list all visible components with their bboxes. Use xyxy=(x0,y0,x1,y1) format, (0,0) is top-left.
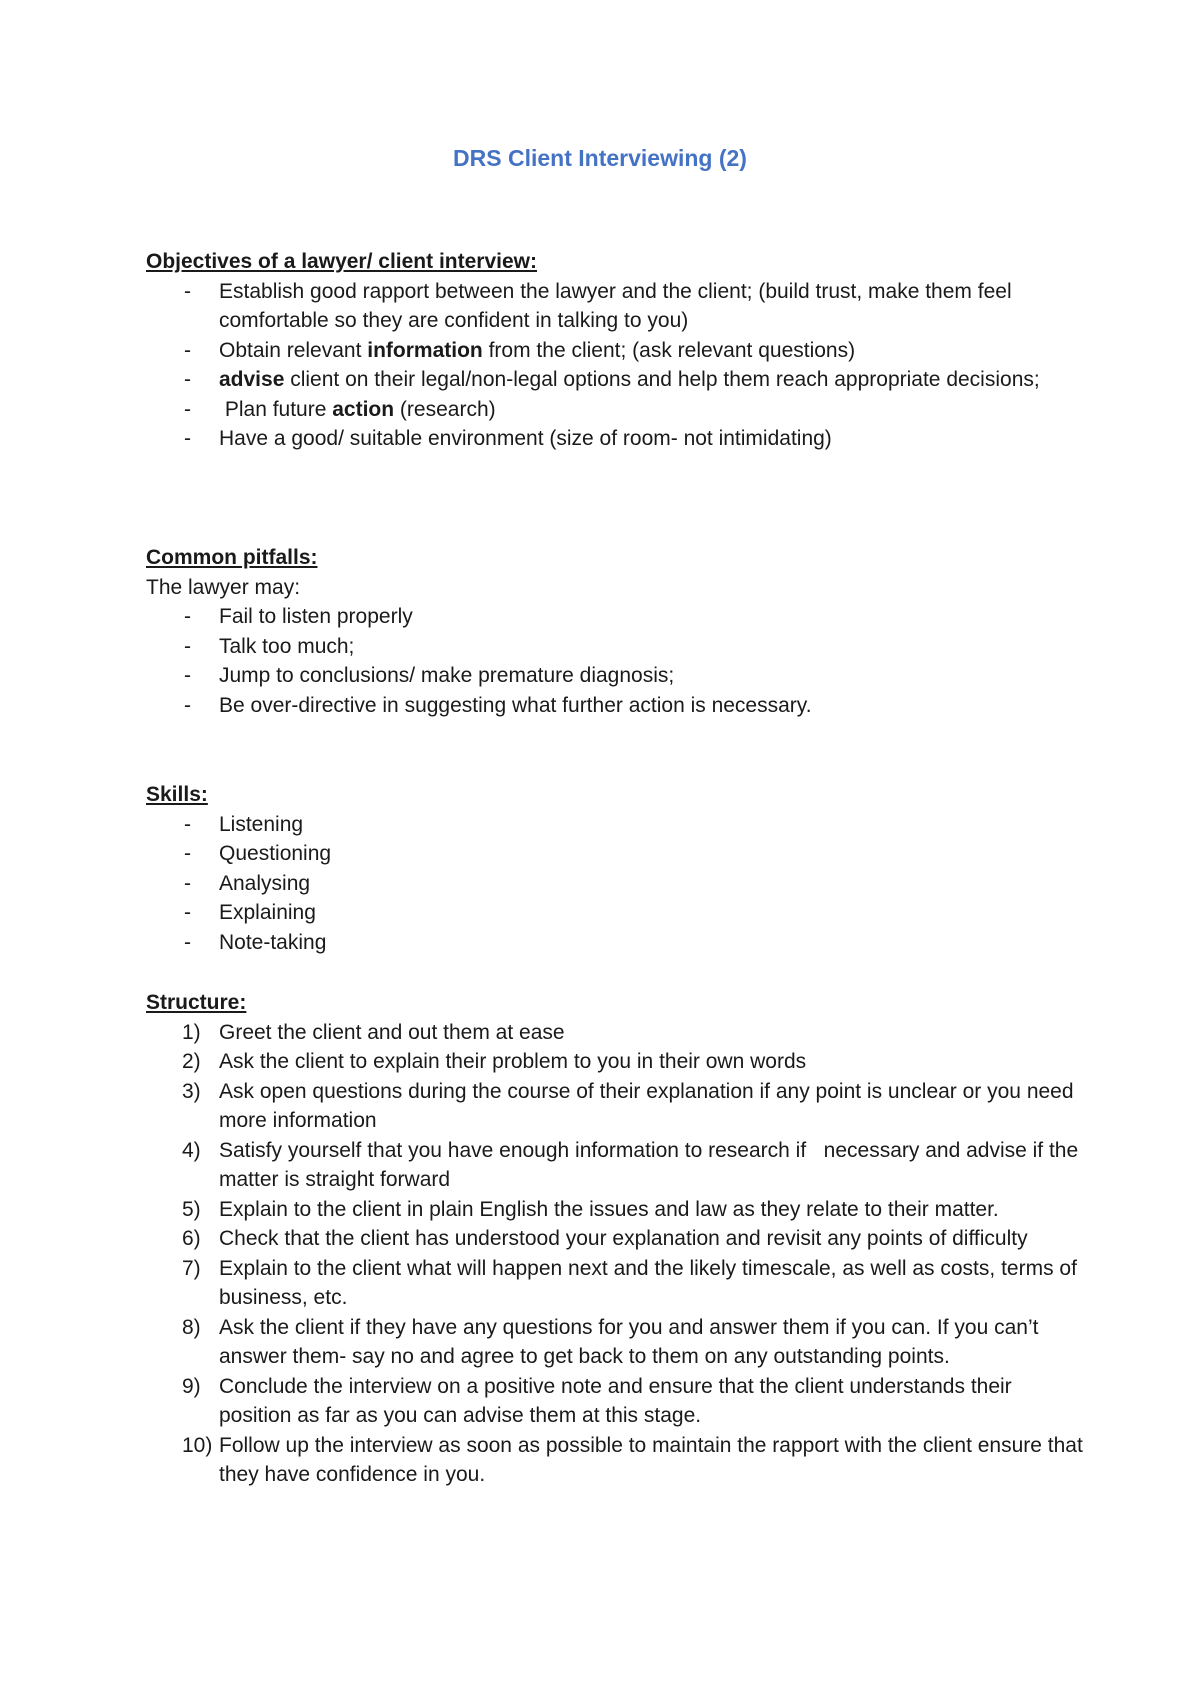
list-item xyxy=(146,1254,1086,1313)
bullet-marker: - xyxy=(184,812,191,836)
list-item xyxy=(146,898,1086,928)
document-title: DRS Client Interviewing (2) xyxy=(453,145,747,171)
list-item xyxy=(146,691,1086,721)
list-item xyxy=(146,810,1086,840)
bullet-marker: - xyxy=(184,842,191,865)
item-text: Explain to the client in plain English the issues and law as they relate to their matter. xyxy=(219,1197,999,1221)
list-item xyxy=(146,632,1086,662)
pitfalls-heading: Common pitfalls: xyxy=(146,546,318,569)
item-text: Obtain relevant xyxy=(219,338,368,362)
list-item xyxy=(146,602,1086,632)
bullet-marker: - xyxy=(184,338,191,362)
list-item xyxy=(146,1224,1086,1254)
number-marker: 7) xyxy=(182,1256,201,1280)
list-item xyxy=(146,869,1086,899)
number-marker: 4) xyxy=(182,1138,201,1162)
item-text: Plan future xyxy=(219,397,333,421)
number-marker: 1) xyxy=(182,1020,201,1044)
list-item xyxy=(146,1195,1086,1225)
list-item xyxy=(146,661,1086,691)
list-item xyxy=(146,277,1086,336)
bullet-marker: - xyxy=(184,871,191,895)
item-bold-text: action xyxy=(332,397,395,421)
item-text: Greet the client and out them at ease xyxy=(219,1020,565,1044)
list-item xyxy=(146,1136,1086,1195)
list-item xyxy=(146,365,1086,395)
item-text: Questioning xyxy=(219,842,332,865)
item-text: Conclude the interview on a positive note and ensure that the client understands their position as far as you can advise them at this stage. xyxy=(219,1374,1012,1427)
bullet-marker: - xyxy=(184,634,191,658)
list-item xyxy=(146,336,1086,366)
number-marker: 3) xyxy=(182,1079,201,1103)
item-text: Be over-directive in suggesting what further action is necessary. xyxy=(219,693,812,717)
item-text: Explain to the client what will happen next and the likely timescale, as well as costs, terms of business, etc. xyxy=(219,1256,1077,1309)
item-text: Have a good/ suitable environment (size of room- not intimidating) xyxy=(219,427,832,450)
bullet-marker: - xyxy=(184,664,191,687)
number-marker: 2) xyxy=(182,1050,201,1073)
item-text: (research) xyxy=(394,397,496,421)
item-text: Talk too much; xyxy=(219,634,355,658)
pitfalls-section xyxy=(146,543,1086,720)
bullet-marker: - xyxy=(184,368,191,391)
pitfalls-intro: The lawyer may: xyxy=(146,575,301,599)
objectives-heading: Objectives of a lawyer/ client interview: xyxy=(146,250,537,273)
structure-section xyxy=(146,988,1086,1490)
objectives-section xyxy=(146,247,1086,454)
item-text: Jump to conclusions/ make premature diagnosis; xyxy=(219,664,675,687)
bullet-marker: - xyxy=(184,930,191,954)
list-item xyxy=(146,395,1086,425)
skills-heading: Skills: xyxy=(146,783,208,806)
item-text: Note-taking xyxy=(219,930,327,954)
bullet-marker: - xyxy=(184,427,191,450)
list-item xyxy=(146,839,1086,869)
list-item xyxy=(146,928,1086,958)
bullet-marker: - xyxy=(184,605,191,628)
number-marker: 10) xyxy=(182,1433,213,1457)
bullet-marker: - xyxy=(184,279,191,303)
number-marker: 9) xyxy=(182,1374,201,1398)
list-item xyxy=(146,424,1086,454)
bullet-marker: - xyxy=(184,693,191,717)
item-text: Follow up the interview as soon as possible to maintain the rapport with the client ensure that they have confidence in you. xyxy=(219,1433,1083,1486)
skills-section xyxy=(146,780,1086,957)
item-text: Ask open questions during the course of their explanation if any point is unclear or you need more information xyxy=(219,1079,1074,1132)
item-text: from the client; (ask relevant questions) xyxy=(482,338,856,362)
bullet-marker: - xyxy=(184,397,191,421)
list-item xyxy=(146,1077,1086,1136)
item-bold-text: advise xyxy=(219,368,285,391)
item-text: Fail to listen properly xyxy=(219,605,413,628)
item-text: Check that the client has understood your explanation and revisit any points of difficulty xyxy=(219,1227,1028,1250)
number-marker: 6) xyxy=(182,1227,201,1250)
list-item xyxy=(146,1431,1086,1490)
list-item xyxy=(146,1047,1086,1077)
bullet-marker: - xyxy=(184,901,191,924)
item-text: Ask the client to explain their problem to you in their own words xyxy=(219,1050,807,1073)
item-text: client on their legal/non-legal options and help them reach appropriate decisions; xyxy=(284,368,1040,391)
list-item xyxy=(146,1372,1086,1431)
skills-list xyxy=(146,810,1086,958)
item-bold-text: information xyxy=(367,338,483,362)
objectives-list xyxy=(146,277,1086,454)
list-item xyxy=(146,1313,1086,1372)
structure-list xyxy=(146,1018,1086,1490)
pitfalls-list xyxy=(146,602,1086,720)
item-text: Analysing xyxy=(219,871,311,895)
structure-heading: Structure: xyxy=(146,991,247,1014)
list-item xyxy=(146,1018,1086,1048)
number-marker: 8) xyxy=(182,1315,201,1339)
item-text: Satisfy yourself that you have enough information to research if necessary and advise if the matter is straight forward xyxy=(219,1138,1084,1191)
item-text: Explaining xyxy=(219,901,316,924)
number-marker: 5) xyxy=(182,1197,201,1221)
item-text: Establish good rapport between the lawyer and the client; (build trust, make them feel comfortable so they are confident in talking to you) xyxy=(219,279,1012,332)
item-text: Listening xyxy=(219,812,304,836)
item-text: Ask the client if they have any questions for you and answer them if you can. If you can’t answer them- say no and agree to get back to them on any outstanding points. xyxy=(219,1315,1039,1368)
